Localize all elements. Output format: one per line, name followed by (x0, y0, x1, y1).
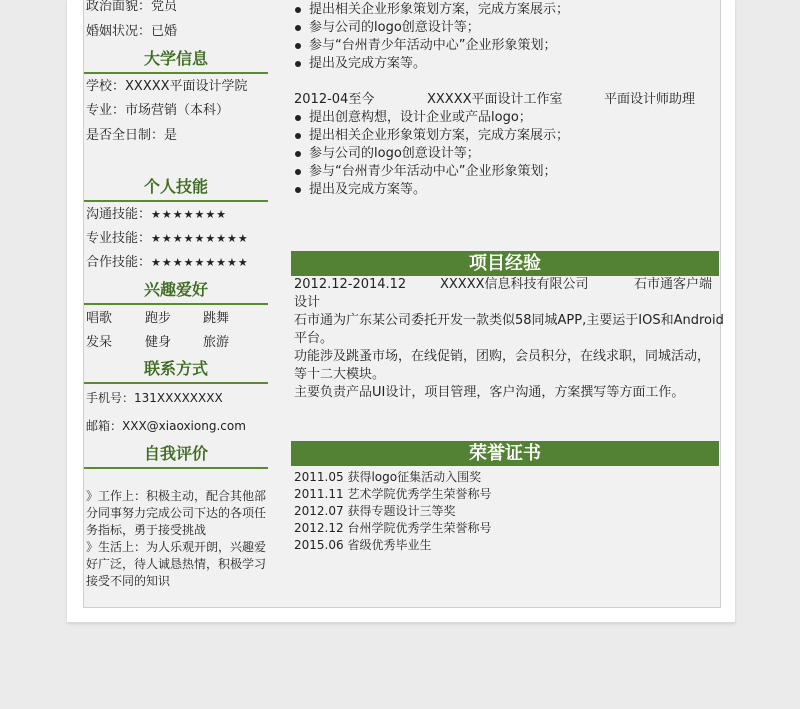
marital-label: 婚姻状况： (86, 24, 152, 39)
self-eval-line: 好广泛，待人诚恳热情，积极学习 (86, 557, 267, 571)
political-value: 党员 (151, 0, 178, 14)
honors-section-title: 荣誉证书 (291, 441, 719, 466)
skill-label: 合作技能： (86, 255, 152, 270)
honor-item: 2012.12 台州学院优秀学生荣誉称号 (294, 521, 492, 535)
hobby-item: 发呆 (86, 335, 113, 350)
honor-item: 2012.07 获得专题设计三等奖 (294, 504, 456, 518)
skill-row (86, 206, 227, 224)
work-bullet: 提出及完成方案等。 (309, 56, 427, 71)
self-eval-line: 分同事努力完成公司下达的各项任 (86, 506, 267, 520)
project-date: 2012.12-2014.12 (294, 277, 407, 292)
project-section-title: 项目经验 (291, 251, 719, 276)
skill-row (86, 230, 249, 248)
work-bullet: 提出创意构想，设计企业或产品logo； (309, 110, 532, 125)
email-label: 邮箱： (86, 419, 123, 433)
fulltime-row (86, 127, 177, 145)
job-date: 2012-04至今 (294, 92, 375, 107)
work-bullet: 参与“台州青少年活动中心”企业形象策划； (309, 164, 557, 179)
phone-value: 131XXXXXXXX (134, 391, 223, 405)
project-desc-line: 功能涉及跳蚤市场，在线促销，团购，会员积分，在线求职，同城活动， (294, 349, 711, 364)
project-desc-line: 石市通为广东某公司委托开发一款类似58同城APP,主要运于IOS和Android (294, 313, 724, 328)
hobbies-section-title: 兴趣爱好 (143, 280, 208, 299)
honor-item: 2011.11 艺术学院优秀学生荣誉称号 (294, 487, 492, 501)
skills-divider (84, 200, 268, 202)
contact-section-title: 联系方式 (143, 359, 208, 378)
email-row (86, 418, 246, 435)
work-bullet: 提出相关企业形象策划方案，完成方案展示； (309, 128, 570, 143)
hobby-item: 旅游 (203, 335, 230, 350)
project-company: XXXXX信息科技有限公司 (440, 277, 589, 292)
hobby-item: 跑步 (145, 311, 172, 326)
school-value: XXXXX平面设计学院 (125, 79, 248, 94)
hobby-item: 跳舞 (203, 311, 230, 326)
self-eval-line: 接受不同的知识 (86, 574, 171, 588)
skill-stars: ★★★★★★★ (151, 208, 228, 221)
skill-stars: ★★★★★★★★★ (151, 232, 249, 245)
hobby-item: 健身 (145, 335, 172, 350)
project-role: 石市通客户端 (634, 277, 713, 292)
skill-label: 专业技能： (86, 231, 152, 246)
work-bullet: 参与“台州青少年活动中心”企业形象策划； (309, 38, 557, 53)
project-role-continued: 设计 (294, 295, 321, 310)
hobby-item: 唱歌 (86, 311, 113, 326)
project-desc-line: 主要负责产品UI设计，项目管理，客户沟通，方案撰写等方面工作。 (294, 385, 685, 400)
self-eval-divider (84, 467, 268, 469)
project-desc-line: 平台。 (294, 331, 334, 346)
self-eval-line: 务指标，勇于接受挑战 (86, 523, 207, 537)
skill-label: 沟通技能： (86, 207, 152, 222)
school-row (86, 78, 248, 96)
skills-section-title: 个人技能 (143, 177, 208, 196)
phone-row (86, 390, 223, 407)
project-desc-line: 等十二大模块。 (294, 367, 386, 382)
job-position: 平面设计师助理 (604, 92, 696, 107)
self-eval-line: 》工作上：积极主动，配合其他部 (86, 489, 267, 503)
skill-stars: ★★★★★★★★★ (151, 256, 249, 269)
phone-label: 手机号： (86, 391, 135, 405)
self-eval-section-title: 自我评价 (143, 444, 208, 463)
fulltime-label: 是否全日制： (86, 128, 165, 143)
work-bullet: 提出及完成方案等。 (309, 182, 427, 197)
job-company: XXXXX平面设计工作室 (427, 92, 563, 107)
marital-value: 已婚 (151, 24, 178, 39)
university-divider (84, 72, 268, 74)
political-status (86, 0, 177, 16)
political-label: 政治面貌： (86, 0, 152, 14)
self-eval-line: 》生活上：为人乐观开朗，兴趣爱 (86, 540, 267, 554)
marital-status (86, 23, 177, 41)
fulltime-value: 是 (164, 128, 178, 143)
major-label: 专业： (86, 103, 126, 118)
hobbies-divider (84, 303, 268, 305)
university-section-title: 大学信息 (143, 49, 208, 68)
work-bullet: 参与公司的logo创意设计等； (309, 20, 480, 35)
school-label: 学校： (86, 79, 126, 94)
honor-item: 2011.05 获得logo征集活动入围奖 (294, 470, 482, 484)
honor-item: 2015.06 省级优秀毕业生 (294, 538, 432, 552)
skill-row (86, 254, 249, 272)
work-bullet: 提出相关企业形象策划方案，完成方案展示； (309, 2, 570, 17)
work-bullet: 参与公司的logo创意设计等； (309, 146, 480, 161)
major-value: 市场营销（本科） (125, 103, 230, 118)
contact-divider (84, 382, 268, 384)
email-value: XXX@xiaoxiong.com (122, 419, 246, 433)
major-row (86, 102, 229, 120)
